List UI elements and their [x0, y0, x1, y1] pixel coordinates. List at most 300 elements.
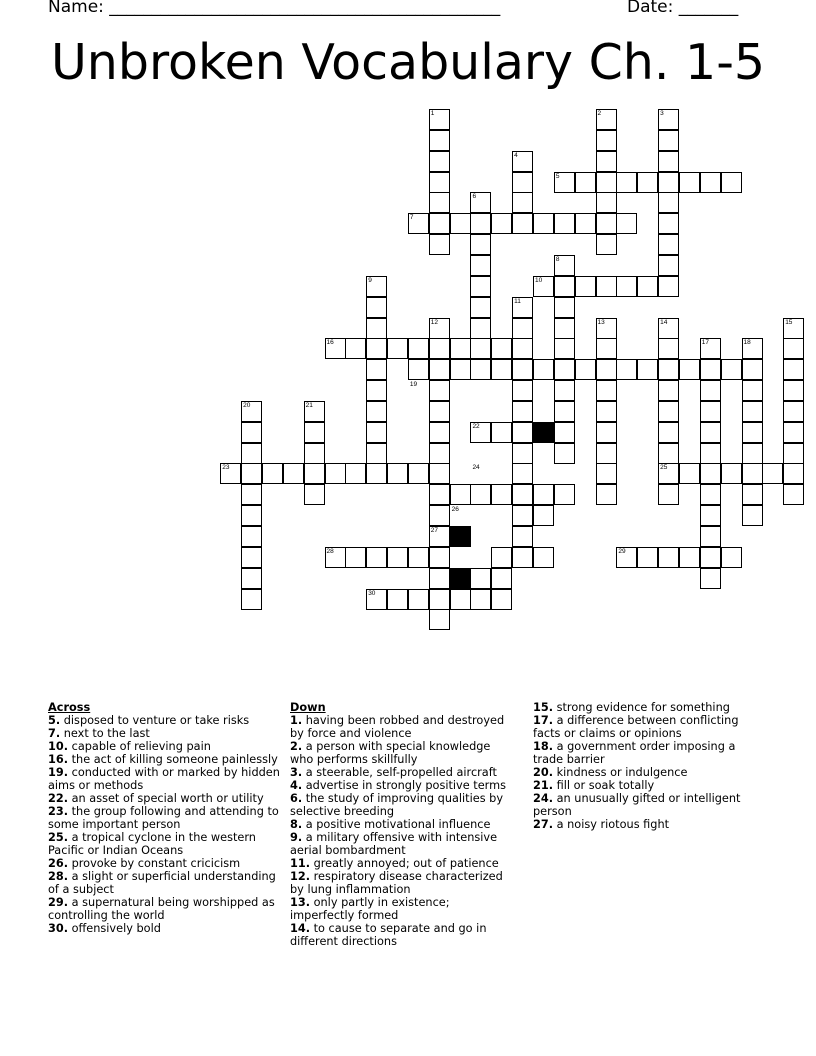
crossword-cell[interactable] [241, 422, 262, 443]
crossword-cell[interactable] [366, 443, 387, 464]
clue-item-text: having been robbed and destroyed by force and violence [290, 714, 505, 740]
crossword-cell[interactable] [450, 359, 471, 380]
crossword-cell[interactable] [658, 109, 679, 130]
crossword-cell[interactable] [241, 526, 262, 547]
crossword-cell[interactable] [429, 547, 450, 568]
clue-item [48, 896, 280, 922]
crossword-cell[interactable] [700, 443, 721, 464]
clue-item [533, 740, 765, 766]
crossword-cell[interactable] [637, 172, 658, 193]
crossword-cell[interactable] [596, 463, 617, 484]
crossword-cell[interactable] [366, 297, 387, 318]
clue-item-text: a supernatural being worshipped as controlling the world [48, 896, 275, 922]
clue-number: 11 [514, 297, 521, 305]
clue-number: 27 [430, 527, 438, 534]
crossword-cell[interactable] [658, 359, 679, 380]
crossword-cell[interactable] [408, 547, 429, 568]
clue-number: 3 [660, 110, 664, 117]
crossword-cell[interactable] [700, 401, 721, 422]
clue-number: 2 [597, 110, 602, 117]
crossword-cell[interactable] [533, 547, 554, 568]
crossword-cell[interactable] [470, 276, 491, 297]
crossword-cell[interactable] [304, 422, 325, 443]
crossword-cell[interactable] [241, 443, 262, 464]
crossword-cell[interactable] [470, 255, 491, 276]
crossword-cell[interactable] [575, 276, 596, 297]
crossword-cell[interactable] [658, 422, 679, 443]
clue-number: 13 [597, 318, 605, 326]
crossword-cell[interactable] [596, 192, 617, 213]
crossword-cell[interactable] [387, 589, 408, 610]
crossword-cell[interactable] [512, 443, 533, 464]
clue-item-text: offensively bold [68, 922, 161, 935]
crossword-cell[interactable] [742, 359, 763, 380]
crossword-cell[interactable] [512, 505, 533, 526]
crossword-cell[interactable] [429, 234, 450, 255]
crossword-cell[interactable] [241, 401, 262, 422]
crossword-cell[interactable] [512, 192, 533, 213]
crossword-cell[interactable] [366, 318, 387, 339]
crossword-cell[interactable] [429, 609, 450, 630]
crossword-cell[interactable] [470, 318, 491, 339]
crossword-cell[interactable] [742, 443, 763, 464]
crossword-cell[interactable] [512, 318, 533, 339]
crossword-black-cell [450, 568, 471, 589]
crossword-cell[interactable] [366, 547, 387, 568]
crossword-cell[interactable] [742, 422, 763, 443]
crossword-cell[interactable] [742, 338, 763, 359]
clue-item-number: 17. [533, 714, 554, 727]
crossword-cell[interactable] [783, 443, 804, 464]
crossword-cell[interactable] [512, 359, 533, 380]
clue-number: 20 [243, 401, 251, 409]
clue-item-number: 3. [290, 766, 303, 779]
crossword-cell[interactable] [429, 151, 450, 172]
crossword-cell[interactable] [721, 547, 742, 568]
clue-item-number: 25. [48, 831, 69, 844]
crossword-cell[interactable] [470, 213, 491, 234]
clue-number: 10 [535, 276, 543, 284]
clue-item-text: the group following and attending to some important person [48, 805, 279, 831]
crossword-cell[interactable] [533, 359, 554, 380]
crossword-cell[interactable] [533, 484, 554, 505]
crossword-cell[interactable] [512, 297, 533, 318]
clue-item [290, 714, 516, 740]
crossword-cell[interactable] [304, 463, 325, 484]
crossword-cell[interactable] [742, 463, 763, 484]
crossword-cell[interactable] [742, 484, 763, 505]
crossword-cell[interactable] [658, 380, 679, 401]
crossword-cell[interactable] [429, 380, 450, 401]
crossword-cell[interactable] [596, 151, 617, 172]
crossword-cell[interactable] [491, 338, 512, 359]
crossword-cell[interactable] [658, 172, 679, 193]
crossword-cell[interactable] [491, 213, 512, 234]
clue-item [290, 792, 516, 818]
clue-item [48, 922, 280, 935]
crossword-cell[interactable] [596, 213, 617, 234]
crossword-cell[interactable] [387, 463, 408, 484]
crossword-cell[interactable] [470, 338, 491, 359]
crossword-cell[interactable] [700, 568, 721, 589]
crossword-cell[interactable] [429, 401, 450, 422]
crossword-cell[interactable] [283, 463, 304, 484]
crossword-cell[interactable] [783, 338, 804, 359]
crossword-cell[interactable] [470, 484, 491, 505]
crossword-cell[interactable] [429, 568, 450, 589]
crossword-cell[interactable] [700, 422, 721, 443]
crossword-cell[interactable] [658, 234, 679, 255]
crossword-cell[interactable] [575, 359, 596, 380]
clue-item-number: 29. [48, 896, 69, 909]
crossword-cell[interactable] [679, 172, 700, 193]
clue-item [48, 857, 280, 870]
crossword-cell[interactable] [429, 484, 450, 505]
name-field-line: Name: ______________________________________________ [48, 0, 501, 17]
crossword-cell[interactable] [470, 234, 491, 255]
crossword-cell[interactable] [491, 547, 512, 568]
crossword-cell[interactable] [304, 443, 325, 464]
clue-number: 17 [701, 339, 710, 347]
crossword-cell[interactable] [658, 151, 679, 172]
clue-item-number: 16. [48, 753, 69, 766]
crossword-cell[interactable] [408, 213, 429, 234]
crossword-cell[interactable] [366, 276, 387, 297]
clue-item-text: kindness or indulgence [553, 766, 688, 779]
clue-item-text: conducted with or marked by hidden aims or methods [48, 766, 280, 792]
clue-item-text: a noisy riotous fight [553, 818, 670, 831]
crossword-cell[interactable] [450, 589, 471, 610]
crossword-cell[interactable] [366, 401, 387, 422]
crossword-cell[interactable] [637, 547, 658, 568]
crossword-cell[interactable] [554, 338, 575, 359]
clue-item [290, 818, 516, 831]
crossword-cell[interactable] [679, 359, 700, 380]
crossword-cell[interactable] [637, 276, 658, 297]
clue-item-number: 4. [290, 779, 303, 792]
crossword-cell[interactable] [512, 484, 533, 505]
clue-item [48, 727, 280, 740]
crossword-cell[interactable] [554, 380, 575, 401]
crossword-cell[interactable] [241, 568, 262, 589]
across-clues [48, 701, 280, 935]
crossword-cell[interactable] [450, 338, 471, 359]
crossword-cell[interactable] [742, 380, 763, 401]
crossword-cell[interactable] [491, 568, 512, 589]
crossword-cell[interactable] [491, 359, 512, 380]
crossword-cell[interactable] [783, 359, 804, 380]
clue-item [533, 766, 765, 779]
crossword-cell[interactable] [429, 172, 450, 193]
crossword-cell[interactable] [325, 463, 346, 484]
crossword-cell[interactable] [596, 380, 617, 401]
crossword-cell[interactable] [554, 401, 575, 422]
crossword-cell[interactable] [241, 589, 262, 610]
clue-item-text: an asset of special worth or utility [68, 792, 264, 805]
crossword-cell[interactable] [616, 172, 637, 193]
crossword-black-cell [533, 422, 554, 443]
crossword-cell[interactable] [470, 589, 491, 610]
crossword-cell[interactable] [262, 463, 283, 484]
across-heading: Across [48, 701, 91, 714]
crossword-cell[interactable] [533, 276, 554, 297]
clue-item [533, 792, 765, 818]
crossword-cell[interactable] [596, 484, 617, 505]
clue-number: 14 [660, 318, 668, 326]
crossword-cell[interactable] [742, 505, 763, 526]
crossword-cell[interactable] [241, 463, 262, 484]
clue-item [48, 831, 280, 857]
crossword-cell[interactable] [429, 505, 450, 526]
crossword-cell[interactable] [408, 359, 429, 380]
clue-number: 7 [409, 214, 414, 222]
crossword-cell[interactable] [366, 589, 387, 610]
crossword-cell[interactable] [616, 213, 637, 234]
crossword-cell[interactable] [721, 359, 742, 380]
crossword-cell[interactable] [345, 338, 366, 359]
crossword-cell[interactable] [366, 359, 387, 380]
crossword-cell[interactable] [491, 589, 512, 610]
crossword-cell[interactable] [700, 359, 721, 380]
clue-item-text: a military offensive with intensive aerial bombardment [290, 831, 498, 857]
crossword-cell[interactable] [512, 172, 533, 193]
crossword-cell[interactable] [783, 484, 804, 505]
crossword-cell[interactable] [783, 380, 804, 401]
crossword-cell[interactable] [533, 213, 554, 234]
crossword-cell[interactable] [658, 463, 679, 484]
crossword-cell[interactable] [596, 172, 617, 193]
crossword-cell[interactable] [575, 213, 596, 234]
crossword-cell[interactable] [345, 463, 366, 484]
crossword-cell[interactable] [408, 589, 429, 610]
crossword-cell[interactable] [762, 463, 783, 484]
clue-item-text: a positive motivational influence [302, 818, 491, 831]
clue-item-text: an unusually gifted or intelligent person [533, 792, 741, 818]
clue-item-text: a slight or superficial understanding of a subject [48, 870, 276, 896]
crossword-cell[interactable] [429, 130, 450, 151]
clue-number: 8 [555, 255, 560, 263]
crossword-black-cell [450, 526, 471, 547]
crossword-cell[interactable] [429, 526, 450, 547]
crossword-cell[interactable] [241, 547, 262, 568]
crossword-cell[interactable] [721, 172, 742, 193]
clue-item-number: 22. [48, 792, 69, 805]
crossword-cell[interactable] [429, 589, 450, 610]
crossword-cell[interactable] [721, 463, 742, 484]
clue-item-number: 11. [290, 857, 311, 870]
crossword-cell[interactable] [596, 422, 617, 443]
crossword-cell[interactable] [470, 422, 491, 443]
clue-item-number: 30. [48, 922, 69, 935]
crossword-cell[interactable] [658, 547, 679, 568]
clue-item [290, 857, 516, 870]
crossword-cell[interactable] [679, 547, 700, 568]
crossword-cell[interactable] [637, 359, 658, 380]
crossword-cell[interactable] [658, 276, 679, 297]
clue-item [533, 701, 765, 714]
crossword-cell[interactable] [429, 443, 450, 464]
crossword-cell[interactable] [512, 422, 533, 443]
clue-item-number: 8. [290, 818, 303, 831]
clue-number: 19 [409, 381, 418, 389]
clue-item-number: 19. [48, 766, 69, 779]
crossword-cell[interactable] [512, 401, 533, 422]
date-field-line: Date: _______ [627, 0, 739, 17]
crossword-cell[interactable] [554, 359, 575, 380]
clue-number: 12 [430, 318, 438, 326]
crossword-cell[interactable] [658, 213, 679, 234]
crossword-cell[interactable] [700, 526, 721, 547]
crossword-cell[interactable] [533, 505, 554, 526]
crossword-cell[interactable] [783, 401, 804, 422]
crossword-cell[interactable] [491, 484, 512, 505]
clue-item-number: 7. [48, 727, 61, 740]
crossword-cell[interactable] [366, 380, 387, 401]
clue-item [533, 779, 765, 792]
crossword-cell[interactable] [345, 547, 366, 568]
crossword-cell[interactable] [658, 130, 679, 151]
crossword-cell[interactable] [596, 318, 617, 339]
crossword-cell[interactable] [429, 338, 450, 359]
crossword-cell[interactable] [429, 463, 450, 484]
crossword-cell[interactable] [700, 463, 721, 484]
crossword-cell[interactable] [596, 130, 617, 151]
crossword-cell[interactable] [700, 484, 721, 505]
crossword-cell[interactable] [616, 547, 637, 568]
crossword-cell[interactable] [596, 401, 617, 422]
crossword-cell[interactable] [241, 505, 262, 526]
crossword-cell[interactable] [554, 276, 575, 297]
crossword-cell[interactable] [554, 297, 575, 318]
crossword-cell[interactable] [658, 443, 679, 464]
clue-number: 24 [472, 464, 480, 472]
crossword-cell[interactable] [596, 443, 617, 464]
crossword-cell[interactable] [700, 338, 721, 359]
crossword-cell[interactable] [241, 484, 262, 505]
crossword-cell[interactable] [470, 568, 491, 589]
crossword-cell[interactable] [512, 338, 533, 359]
crossword-cell[interactable] [554, 443, 575, 464]
crossword-cell[interactable] [616, 359, 637, 380]
crossword-cell[interactable] [554, 255, 575, 276]
crossword-cell[interactable] [304, 401, 325, 422]
clue-item-text: a tropical cyclone in the western Pacific or Indian Oceans [48, 831, 256, 857]
crossword-cell[interactable] [512, 380, 533, 401]
crossword-cell[interactable] [470, 192, 491, 213]
clue-number: 21 [305, 401, 313, 409]
crossword-cell[interactable] [366, 422, 387, 443]
crossword-cell[interactable] [408, 338, 429, 359]
clue-item [48, 870, 280, 896]
down-clues [290, 701, 516, 948]
crossword-cell[interactable] [387, 547, 408, 568]
crossword-cell[interactable] [596, 234, 617, 255]
down-clues-continued [533, 701, 765, 831]
crossword-cell[interactable] [429, 318, 450, 339]
clue-number: 18 [743, 339, 751, 347]
crossword-cell[interactable] [596, 359, 617, 380]
crossword-cell[interactable] [408, 463, 429, 484]
crossword-cell[interactable] [658, 255, 679, 276]
crossword-cell[interactable] [700, 380, 721, 401]
crossword-cell[interactable] [512, 151, 533, 172]
clue-number: 15 [785, 318, 793, 326]
clue-item-text: a government order imposing a trade barrier [533, 740, 736, 766]
crossword-cell[interactable] [512, 463, 533, 484]
crossword-cell[interactable] [366, 463, 387, 484]
crossword-cell[interactable] [429, 422, 450, 443]
crossword-cell[interactable] [554, 172, 575, 193]
clue-item-text: strong evidence for something [553, 701, 730, 714]
crossword-cell[interactable] [366, 338, 387, 359]
crossword-cell[interactable] [783, 422, 804, 443]
crossword-cell[interactable] [554, 484, 575, 505]
clue-item-text: a person with special knowledge who performs skillfully [290, 740, 491, 766]
crossword-cell[interactable] [658, 484, 679, 505]
crossword-cell[interactable] [783, 463, 804, 484]
crossword-cell[interactable] [512, 547, 533, 568]
crossword-cell[interactable] [679, 463, 700, 484]
crossword-cell[interactable] [742, 401, 763, 422]
crossword-cell[interactable] [450, 213, 471, 234]
crossword-cell[interactable] [450, 484, 471, 505]
crossword-cell[interactable] [304, 484, 325, 505]
crossword-cell[interactable] [491, 422, 512, 443]
crossword-cell[interactable] [325, 338, 346, 359]
crossword-cell[interactable] [512, 213, 533, 234]
crossword-cell[interactable] [596, 338, 617, 359]
clue-item [48, 766, 280, 792]
clue-number: 22 [472, 422, 480, 430]
clue-number: 1 [430, 110, 435, 117]
crossword-cell[interactable] [429, 213, 450, 234]
clue-number: 4 [514, 151, 518, 159]
clue-item-text: disposed to venture or take risks [60, 714, 250, 727]
crossword-cell[interactable] [575, 172, 596, 193]
clue-number: 5 [555, 172, 560, 180]
crossword-cell[interactable] [658, 401, 679, 422]
crossword-cell[interactable] [470, 359, 491, 380]
crossword-cell[interactable] [596, 109, 617, 130]
clue-item-number: 27. [533, 818, 554, 831]
crossword-cell[interactable] [429, 109, 450, 130]
clue-item-text: next to the last [60, 727, 150, 740]
crossword-cell[interactable] [658, 318, 679, 339]
clue-item-number: 21. [533, 779, 554, 792]
crossword-cell[interactable] [658, 192, 679, 213]
crossword-cell[interactable] [554, 213, 575, 234]
crossword-cell[interactable] [700, 547, 721, 568]
clue-item-text: fill or soak totally [553, 779, 655, 792]
crossword-cell[interactable] [429, 359, 450, 380]
crossword-cell[interactable] [387, 338, 408, 359]
crossword-cell[interactable] [554, 318, 575, 339]
crossword-cell[interactable] [783, 318, 804, 339]
crossword-cell[interactable] [700, 505, 721, 526]
crossword-cell[interactable] [658, 338, 679, 359]
crossword-cell[interactable] [220, 463, 241, 484]
crossword-cell[interactable] [470, 297, 491, 318]
clue-number: 9 [368, 276, 372, 284]
crossword-cell[interactable] [429, 192, 450, 213]
crossword-cell[interactable] [596, 276, 617, 297]
crossword-cell[interactable] [325, 547, 346, 568]
crossword-cell[interactable] [512, 526, 533, 547]
crossword-cell[interactable] [700, 172, 721, 193]
crossword-cell[interactable] [616, 276, 637, 297]
clue-item [48, 753, 280, 766]
crossword-cell[interactable] [554, 422, 575, 443]
